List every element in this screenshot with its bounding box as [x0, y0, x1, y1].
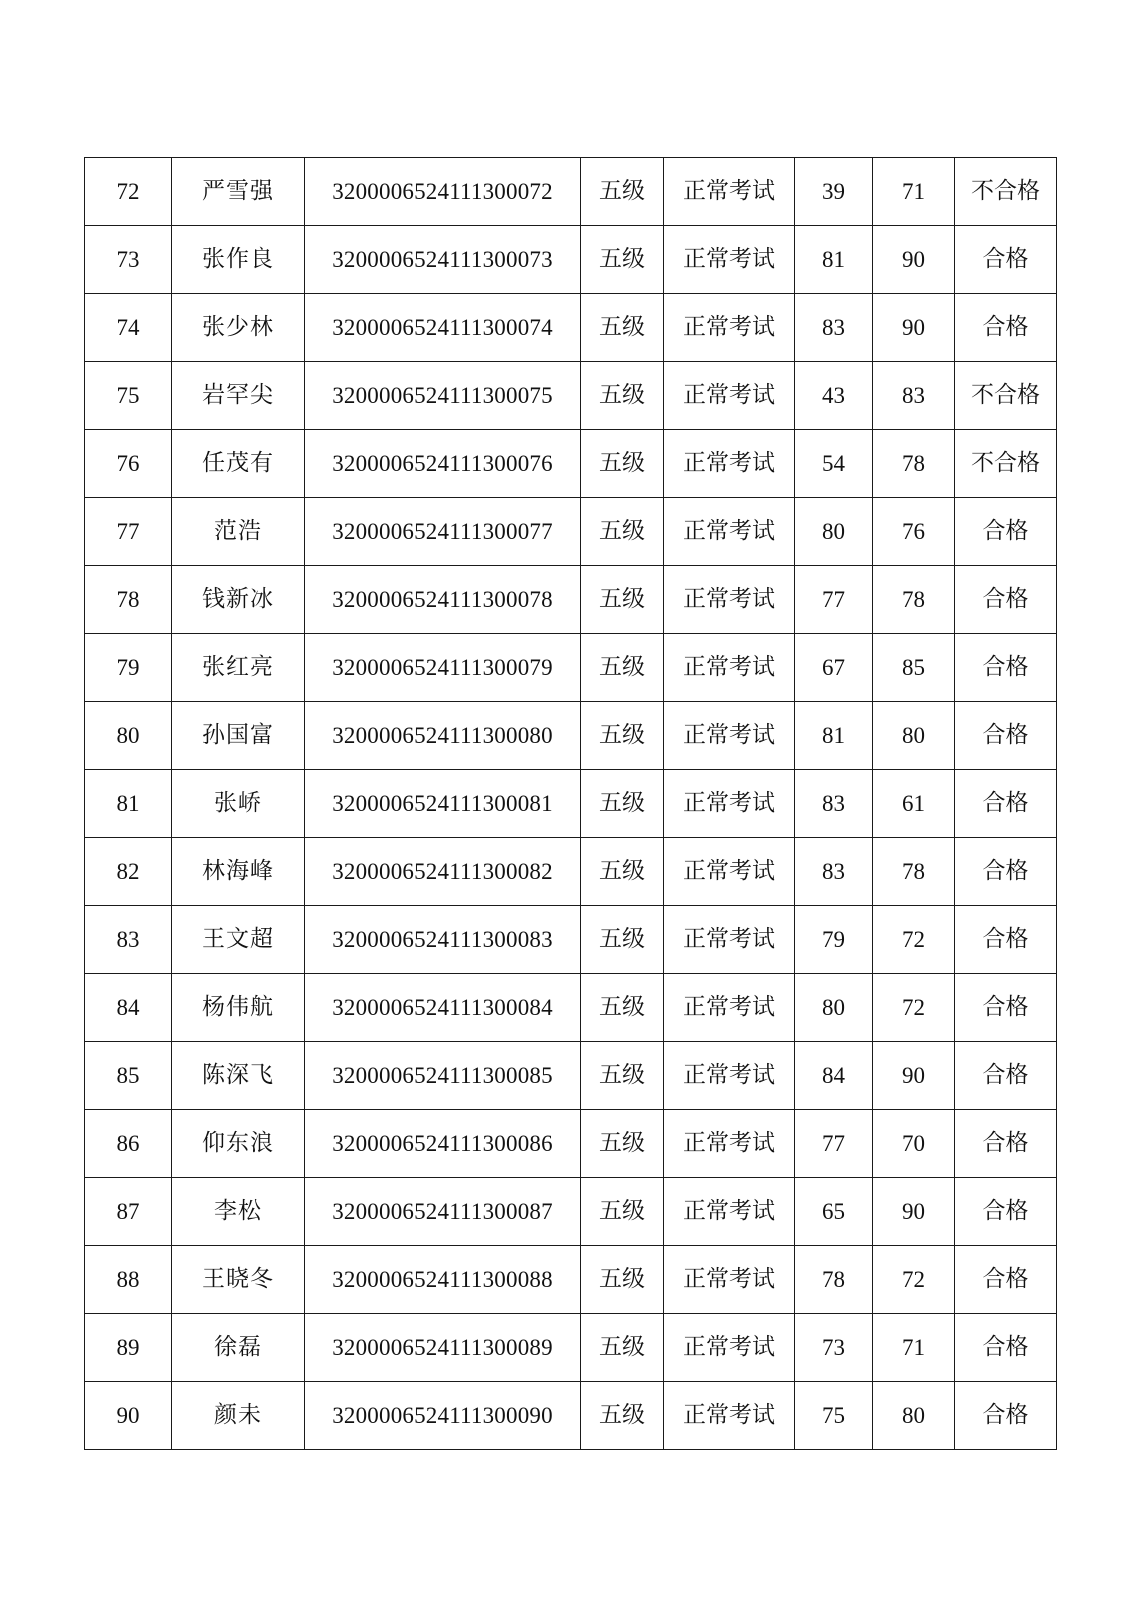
name-cell: 岩罕尖: [172, 362, 305, 430]
row-number-cell: 86: [85, 1110, 172, 1178]
certificate-id-cell: 3200006524111300075: [305, 362, 581, 430]
score-1-cell: 77: [795, 566, 873, 634]
level-cell: 五级: [581, 498, 664, 566]
name-cell: 严雪强: [172, 158, 305, 226]
name-cell: 任茂有: [172, 430, 305, 498]
score-2-cell: 90: [873, 1178, 955, 1246]
exam-type-cell: 正常考试: [664, 634, 795, 702]
certificate-id-cell: 3200006524111300079: [305, 634, 581, 702]
level-cell: 五级: [581, 634, 664, 702]
result-cell: 合格: [955, 906, 1057, 974]
certificate-id-cell: 3200006524111300076: [305, 430, 581, 498]
exam-type-cell: 正常考试: [664, 158, 795, 226]
table-row: [85, 430, 1057, 498]
result-cell: 不合格: [955, 158, 1057, 226]
exam-type-cell: 正常考试: [664, 1246, 795, 1314]
exam-type-cell: 正常考试: [664, 566, 795, 634]
exam-type-cell: 正常考试: [664, 362, 795, 430]
name-cell: 王文超: [172, 906, 305, 974]
name-cell: 张作良: [172, 226, 305, 294]
score-1-cell: 54: [795, 430, 873, 498]
score-1-cell: 83: [795, 770, 873, 838]
score-1-cell: 39: [795, 158, 873, 226]
table-row: [85, 634, 1057, 702]
result-cell: 合格: [955, 294, 1057, 362]
results-table-body: [85, 158, 1057, 1450]
certificate-id-cell: 3200006524111300082: [305, 838, 581, 906]
row-number-cell: 87: [85, 1178, 172, 1246]
table-row: [85, 1178, 1057, 1246]
row-number-cell: 83: [85, 906, 172, 974]
name-cell: 仰东浪: [172, 1110, 305, 1178]
table-row: [85, 838, 1057, 906]
result-cell: 合格: [955, 1110, 1057, 1178]
certificate-id-cell: 3200006524111300074: [305, 294, 581, 362]
score-1-cell: 78: [795, 1246, 873, 1314]
result-cell: 合格: [955, 566, 1057, 634]
score-2-cell: 78: [873, 838, 955, 906]
certificate-id-cell: 3200006524111300072: [305, 158, 581, 226]
result-cell: 合格: [955, 770, 1057, 838]
name-cell: 李松: [172, 1178, 305, 1246]
result-cell: 合格: [955, 1314, 1057, 1382]
score-2-cell: 80: [873, 702, 955, 770]
name-cell: 徐磊: [172, 1314, 305, 1382]
table-row: [85, 906, 1057, 974]
row-number-cell: 84: [85, 974, 172, 1042]
score-2-cell: 78: [873, 430, 955, 498]
score-2-cell: 78: [873, 566, 955, 634]
result-cell: 合格: [955, 226, 1057, 294]
result-cell: 不合格: [955, 430, 1057, 498]
table-row: [85, 1042, 1057, 1110]
table-row: [85, 1110, 1057, 1178]
level-cell: 五级: [581, 1042, 664, 1110]
row-number-cell: 75: [85, 362, 172, 430]
score-2-cell: 70: [873, 1110, 955, 1178]
result-cell: 合格: [955, 974, 1057, 1042]
certificate-id-cell: 3200006524111300077: [305, 498, 581, 566]
row-number-cell: 90: [85, 1382, 172, 1450]
level-cell: 五级: [581, 1314, 664, 1382]
exam-type-cell: 正常考试: [664, 498, 795, 566]
row-number-cell: 72: [85, 158, 172, 226]
name-cell: 林海峰: [172, 838, 305, 906]
result-cell: 合格: [955, 498, 1057, 566]
name-cell: 张峤: [172, 770, 305, 838]
row-number-cell: 74: [85, 294, 172, 362]
row-number-cell: 77: [85, 498, 172, 566]
name-cell: 范浩: [172, 498, 305, 566]
score-1-cell: 77: [795, 1110, 873, 1178]
score-2-cell: 90: [873, 1042, 955, 1110]
level-cell: 五级: [581, 1110, 664, 1178]
table-row: [85, 1314, 1057, 1382]
exam-type-cell: 正常考试: [664, 702, 795, 770]
exam-type-cell: 正常考试: [664, 1178, 795, 1246]
name-cell: 王晓冬: [172, 1246, 305, 1314]
result-cell: 合格: [955, 634, 1057, 702]
certificate-id-cell: 3200006524111300085: [305, 1042, 581, 1110]
score-1-cell: 80: [795, 974, 873, 1042]
score-1-cell: 79: [795, 906, 873, 974]
row-number-cell: 73: [85, 226, 172, 294]
score-2-cell: 76: [873, 498, 955, 566]
score-1-cell: 83: [795, 294, 873, 362]
result-cell: 合格: [955, 1042, 1057, 1110]
exam-type-cell: 正常考试: [664, 838, 795, 906]
score-2-cell: 83: [873, 362, 955, 430]
score-2-cell: 72: [873, 906, 955, 974]
level-cell: 五级: [581, 294, 664, 362]
certificate-id-cell: 3200006524111300090: [305, 1382, 581, 1450]
certificate-id-cell: 3200006524111300083: [305, 906, 581, 974]
certificate-id-cell: 3200006524111300080: [305, 702, 581, 770]
name-cell: 张红亮: [172, 634, 305, 702]
row-number-cell: 79: [85, 634, 172, 702]
exam-type-cell: 正常考试: [664, 226, 795, 294]
level-cell: 五级: [581, 226, 664, 294]
score-1-cell: 67: [795, 634, 873, 702]
exam-type-cell: 正常考试: [664, 1110, 795, 1178]
table-row: [85, 498, 1057, 566]
score-1-cell: 65: [795, 1178, 873, 1246]
score-1-cell: 73: [795, 1314, 873, 1382]
score-1-cell: 81: [795, 226, 873, 294]
score-2-cell: 72: [873, 974, 955, 1042]
level-cell: 五级: [581, 158, 664, 226]
name-cell: 杨伟航: [172, 974, 305, 1042]
row-number-cell: 78: [85, 566, 172, 634]
level-cell: 五级: [581, 1178, 664, 1246]
level-cell: 五级: [581, 838, 664, 906]
level-cell: 五级: [581, 906, 664, 974]
score-2-cell: 72: [873, 1246, 955, 1314]
score-1-cell: 80: [795, 498, 873, 566]
result-cell: 合格: [955, 1178, 1057, 1246]
name-cell: 张少林: [172, 294, 305, 362]
score-1-cell: 43: [795, 362, 873, 430]
score-1-cell: 81: [795, 702, 873, 770]
table-row: [85, 974, 1057, 1042]
score-1-cell: 84: [795, 1042, 873, 1110]
score-1-cell: 75: [795, 1382, 873, 1450]
name-cell: 钱新冰: [172, 566, 305, 634]
row-number-cell: 81: [85, 770, 172, 838]
score-2-cell: 71: [873, 1314, 955, 1382]
exam-type-cell: 正常考试: [664, 1042, 795, 1110]
table-row: [85, 1246, 1057, 1314]
result-cell: 合格: [955, 838, 1057, 906]
exam-type-cell: 正常考试: [664, 294, 795, 362]
score-2-cell: 61: [873, 770, 955, 838]
row-number-cell: 85: [85, 1042, 172, 1110]
level-cell: 五级: [581, 702, 664, 770]
result-cell: 合格: [955, 1382, 1057, 1450]
exam-type-cell: 正常考试: [664, 770, 795, 838]
exam-type-cell: 正常考试: [664, 1314, 795, 1382]
table-row: [85, 226, 1057, 294]
certificate-id-cell: 3200006524111300087: [305, 1178, 581, 1246]
row-number-cell: 80: [85, 702, 172, 770]
table-row: [85, 566, 1057, 634]
score-2-cell: 90: [873, 226, 955, 294]
certificate-id-cell: 3200006524111300086: [305, 1110, 581, 1178]
certificate-id-cell: 3200006524111300089: [305, 1314, 581, 1382]
table-row: [85, 1382, 1057, 1450]
certificate-id-cell: 3200006524111300078: [305, 566, 581, 634]
name-cell: 孙国富: [172, 702, 305, 770]
table-row: [85, 362, 1057, 430]
name-cell: 颜未: [172, 1382, 305, 1450]
table-row: [85, 702, 1057, 770]
level-cell: 五级: [581, 566, 664, 634]
results-table: [84, 157, 1057, 1450]
exam-type-cell: 正常考试: [664, 1382, 795, 1450]
certificate-id-cell: 3200006524111300073: [305, 226, 581, 294]
level-cell: 五级: [581, 770, 664, 838]
certificate-id-cell: 3200006524111300088: [305, 1246, 581, 1314]
exam-type-cell: 正常考试: [664, 974, 795, 1042]
exam-type-cell: 正常考试: [664, 430, 795, 498]
row-number-cell: 76: [85, 430, 172, 498]
certificate-id-cell: 3200006524111300084: [305, 974, 581, 1042]
name-cell: 陈深飞: [172, 1042, 305, 1110]
level-cell: 五级: [581, 1382, 664, 1450]
table-row: [85, 770, 1057, 838]
result-cell: 合格: [955, 702, 1057, 770]
row-number-cell: 82: [85, 838, 172, 906]
table-row: [85, 294, 1057, 362]
score-2-cell: 80: [873, 1382, 955, 1450]
result-cell: 合格: [955, 1246, 1057, 1314]
score-2-cell: 85: [873, 634, 955, 702]
score-2-cell: 71: [873, 158, 955, 226]
table-row: [85, 158, 1057, 226]
level-cell: 五级: [581, 1246, 664, 1314]
score-1-cell: 83: [795, 838, 873, 906]
result-cell: 不合格: [955, 362, 1057, 430]
score-2-cell: 90: [873, 294, 955, 362]
level-cell: 五级: [581, 362, 664, 430]
row-number-cell: 88: [85, 1246, 172, 1314]
level-cell: 五级: [581, 974, 664, 1042]
certificate-id-cell: 3200006524111300081: [305, 770, 581, 838]
exam-type-cell: 正常考试: [664, 906, 795, 974]
level-cell: 五级: [581, 430, 664, 498]
row-number-cell: 89: [85, 1314, 172, 1382]
